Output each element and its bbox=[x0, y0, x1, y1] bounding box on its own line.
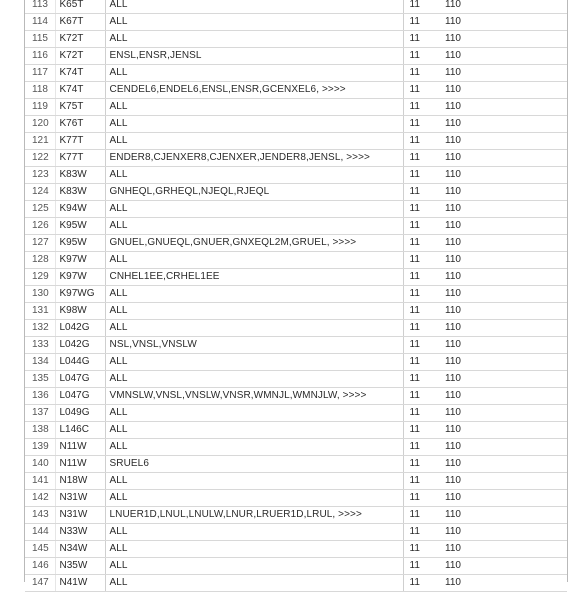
options-cell: LNUER1D,LNUL,LNULW,LNUR,LRUER1D,LRUL, >>>> bbox=[105, 507, 403, 524]
value-b-cell: 110 bbox=[439, 167, 567, 184]
row-number-cell: 130 bbox=[25, 286, 55, 303]
table-row[interactable] bbox=[25, 235, 567, 252]
table-row[interactable] bbox=[25, 575, 567, 592]
value-b-cell: 110 bbox=[439, 65, 567, 82]
value-b-cell: 110 bbox=[439, 303, 567, 320]
options-cell: ALL bbox=[105, 65, 403, 82]
value-b-cell: 110 bbox=[439, 269, 567, 286]
value-b-cell: 110 bbox=[439, 575, 567, 592]
model-cell: K94W bbox=[55, 201, 105, 218]
value-b-cell: 110 bbox=[439, 524, 567, 541]
model-cell: N34W bbox=[55, 541, 105, 558]
value-a-cell: 11 bbox=[403, 456, 439, 473]
table-row[interactable] bbox=[25, 320, 567, 337]
value-b-cell: 110 bbox=[439, 490, 567, 507]
row-number-cell: 114 bbox=[25, 14, 55, 31]
model-cell: K97W bbox=[55, 269, 105, 286]
row-number-cell: 146 bbox=[25, 558, 55, 575]
row-number-cell: 113 bbox=[25, 0, 55, 14]
table-row[interactable] bbox=[25, 269, 567, 286]
model-cell: K77T bbox=[55, 150, 105, 167]
value-b-cell: 110 bbox=[439, 218, 567, 235]
value-b-cell: 110 bbox=[439, 507, 567, 524]
options-cell: ALL bbox=[105, 99, 403, 116]
model-cell: L044G bbox=[55, 354, 105, 371]
table-row[interactable] bbox=[25, 133, 567, 150]
table-row[interactable] bbox=[25, 184, 567, 201]
model-cell: L047G bbox=[55, 371, 105, 388]
row-number-cell: 117 bbox=[25, 65, 55, 82]
row-number-cell: 139 bbox=[25, 439, 55, 456]
value-a-cell: 11 bbox=[403, 524, 439, 541]
value-b-cell: 110 bbox=[439, 473, 567, 490]
model-cell: L047G bbox=[55, 388, 105, 405]
model-cell: K74T bbox=[55, 82, 105, 99]
row-number-cell: 144 bbox=[25, 524, 55, 541]
value-b-cell: 110 bbox=[439, 99, 567, 116]
data-table-panel bbox=[24, 0, 568, 588]
value-b-cell: 110 bbox=[439, 184, 567, 201]
value-a-cell: 11 bbox=[403, 31, 439, 48]
options-cell: GNHEQL,GRHEQL,NJEQL,RJEQL bbox=[105, 184, 403, 201]
table-row[interactable] bbox=[25, 201, 567, 218]
value-b-cell: 110 bbox=[439, 252, 567, 269]
row-number-cell: 127 bbox=[25, 235, 55, 252]
value-a-cell: 11 bbox=[403, 575, 439, 592]
row-number-cell: 119 bbox=[25, 99, 55, 116]
value-b-cell: 110 bbox=[439, 320, 567, 337]
value-b-cell: 110 bbox=[439, 235, 567, 252]
options-cell: ALL bbox=[105, 320, 403, 337]
model-cell: K98W bbox=[55, 303, 105, 320]
row-number-cell: 128 bbox=[25, 252, 55, 269]
options-cell: CNHEL1EE,CRHEL1EE bbox=[105, 269, 403, 286]
value-a-cell: 11 bbox=[403, 82, 439, 99]
model-cell: N31W bbox=[55, 490, 105, 507]
row-number-cell: 125 bbox=[25, 201, 55, 218]
options-cell: ALL bbox=[105, 167, 403, 184]
options-cell: ALL bbox=[105, 541, 403, 558]
value-a-cell: 11 bbox=[403, 167, 439, 184]
options-cell: ENDER8,CJENXER8,CJENXER,JENDER8,JENSL, >>>> bbox=[105, 150, 403, 167]
value-a-cell: 11 bbox=[403, 337, 439, 354]
model-cell: K97WG bbox=[55, 286, 105, 303]
model-cell: K76T bbox=[55, 116, 105, 133]
value-a-cell: 11 bbox=[403, 286, 439, 303]
table-row[interactable] bbox=[25, 48, 567, 65]
options-cell: ALL bbox=[105, 14, 403, 31]
value-b-cell: 110 bbox=[439, 14, 567, 31]
table-row[interactable] bbox=[25, 524, 567, 541]
options-cell: ALL bbox=[105, 575, 403, 592]
row-number-cell: 124 bbox=[25, 184, 55, 201]
options-cell: ALL bbox=[105, 116, 403, 133]
row-number-cell: 147 bbox=[25, 575, 55, 592]
value-a-cell: 11 bbox=[403, 48, 439, 65]
options-cell: ALL bbox=[105, 133, 403, 150]
value-b-cell: 110 bbox=[439, 31, 567, 48]
table-row[interactable] bbox=[25, 218, 567, 235]
options-cell: ALL bbox=[105, 201, 403, 218]
model-cell: L146C bbox=[55, 422, 105, 439]
value-a-cell: 11 bbox=[403, 252, 439, 269]
table-row[interactable] bbox=[25, 116, 567, 133]
options-cell: ALL bbox=[105, 354, 403, 371]
row-number-cell: 137 bbox=[25, 405, 55, 422]
table-row[interactable] bbox=[25, 286, 567, 303]
table-row[interactable] bbox=[25, 82, 567, 99]
value-a-cell: 11 bbox=[403, 473, 439, 490]
options-cell: GNUEL,GNUEQL,GNUER,GNXEQL2M,GRUEL, >>>> bbox=[105, 235, 403, 252]
row-number-cell: 132 bbox=[25, 320, 55, 337]
options-cell: ALL bbox=[105, 0, 403, 14]
value-a-cell: 11 bbox=[403, 184, 439, 201]
row-number-cell: 120 bbox=[25, 116, 55, 133]
value-b-cell: 110 bbox=[439, 354, 567, 371]
model-cell: K97W bbox=[55, 252, 105, 269]
value-a-cell: 11 bbox=[403, 371, 439, 388]
row-number-cell: 131 bbox=[25, 303, 55, 320]
value-a-cell: 11 bbox=[403, 235, 439, 252]
model-cell: N33W bbox=[55, 524, 105, 541]
options-cell: ALL bbox=[105, 473, 403, 490]
options-cell: ALL bbox=[105, 31, 403, 48]
options-cell: ALL bbox=[105, 490, 403, 507]
table-row[interactable] bbox=[25, 371, 567, 388]
table-row[interactable] bbox=[25, 405, 567, 422]
table-row[interactable] bbox=[25, 14, 567, 31]
table-row[interactable] bbox=[25, 303, 567, 320]
model-cell: K95W bbox=[55, 235, 105, 252]
value-b-cell: 110 bbox=[439, 541, 567, 558]
model-cell: K83W bbox=[55, 184, 105, 201]
row-number-cell: 141 bbox=[25, 473, 55, 490]
value-a-cell: 11 bbox=[403, 133, 439, 150]
model-cell: N11W bbox=[55, 439, 105, 456]
value-b-cell: 110 bbox=[439, 286, 567, 303]
model-cell: K67T bbox=[55, 14, 105, 31]
options-cell: VMNSLW,VNSL,VNSLW,VNSR,WMNJL,WMNJLW, >>>> bbox=[105, 388, 403, 405]
model-cell: L042G bbox=[55, 320, 105, 337]
table-row[interactable] bbox=[25, 541, 567, 558]
row-number-cell: 115 bbox=[25, 31, 55, 48]
row-number-cell: 138 bbox=[25, 422, 55, 439]
options-cell: ALL bbox=[105, 439, 403, 456]
value-a-cell: 11 bbox=[403, 354, 439, 371]
table-row[interactable] bbox=[25, 337, 567, 354]
model-cell: L042G bbox=[55, 337, 105, 354]
value-a-cell: 11 bbox=[403, 490, 439, 507]
model-cell: K95W bbox=[55, 218, 105, 235]
options-cell: CENDEL6,ENDEL6,ENSL,ENSR,GCENXEL6, >>>> bbox=[105, 82, 403, 99]
value-a-cell: 11 bbox=[403, 507, 439, 524]
value-a-cell: 11 bbox=[403, 0, 439, 14]
row-number-cell: 116 bbox=[25, 48, 55, 65]
row-number-cell: 135 bbox=[25, 371, 55, 388]
table-row[interactable] bbox=[25, 150, 567, 167]
table-row[interactable] bbox=[25, 422, 567, 439]
model-cell: N11W bbox=[55, 456, 105, 473]
options-cell: ALL bbox=[105, 405, 403, 422]
value-b-cell: 110 bbox=[439, 0, 567, 14]
options-cell: SRUEL6 bbox=[105, 456, 403, 473]
value-b-cell: 110 bbox=[439, 558, 567, 575]
data-table bbox=[25, 0, 567, 592]
value-a-cell: 11 bbox=[403, 320, 439, 337]
row-number-cell: 118 bbox=[25, 82, 55, 99]
value-a-cell: 11 bbox=[403, 116, 439, 133]
row-number-cell: 121 bbox=[25, 133, 55, 150]
table-row[interactable] bbox=[25, 167, 567, 184]
table-row[interactable] bbox=[25, 99, 567, 116]
table-row[interactable] bbox=[25, 65, 567, 82]
options-cell: ALL bbox=[105, 558, 403, 575]
value-a-cell: 11 bbox=[403, 150, 439, 167]
value-b-cell: 110 bbox=[439, 116, 567, 133]
value-a-cell: 11 bbox=[403, 422, 439, 439]
table-row[interactable] bbox=[25, 252, 567, 269]
model-cell: K83W bbox=[55, 167, 105, 184]
value-b-cell: 110 bbox=[439, 456, 567, 473]
row-number-cell: 142 bbox=[25, 490, 55, 507]
row-number-cell: 122 bbox=[25, 150, 55, 167]
table-body bbox=[25, 0, 567, 592]
row-number-cell: 143 bbox=[25, 507, 55, 524]
value-b-cell: 110 bbox=[439, 82, 567, 99]
model-cell: K75T bbox=[55, 99, 105, 116]
value-b-cell: 110 bbox=[439, 388, 567, 405]
options-cell: ALL bbox=[105, 252, 403, 269]
table-row[interactable] bbox=[25, 0, 567, 14]
options-cell: ALL bbox=[105, 371, 403, 388]
options-cell: ENSL,ENSR,JENSL bbox=[105, 48, 403, 65]
table-row[interactable] bbox=[25, 354, 567, 371]
value-a-cell: 11 bbox=[403, 14, 439, 31]
value-a-cell: 11 bbox=[403, 405, 439, 422]
value-a-cell: 11 bbox=[403, 218, 439, 235]
table-row[interactable] bbox=[25, 558, 567, 575]
options-cell: ALL bbox=[105, 422, 403, 439]
options-cell: ALL bbox=[105, 218, 403, 235]
value-b-cell: 110 bbox=[439, 405, 567, 422]
model-cell: K72T bbox=[55, 48, 105, 65]
model-cell: K72T bbox=[55, 31, 105, 48]
row-number-cell: 133 bbox=[25, 337, 55, 354]
row-number-cell: 134 bbox=[25, 354, 55, 371]
row-number-cell: 123 bbox=[25, 167, 55, 184]
model-cell: L049G bbox=[55, 405, 105, 422]
model-cell: N18W bbox=[55, 473, 105, 490]
table-row[interactable] bbox=[25, 507, 567, 524]
value-b-cell: 110 bbox=[439, 439, 567, 456]
table-row[interactable] bbox=[25, 439, 567, 456]
value-a-cell: 11 bbox=[403, 65, 439, 82]
model-cell: N31W bbox=[55, 507, 105, 524]
value-a-cell: 11 bbox=[403, 388, 439, 405]
options-cell: ALL bbox=[105, 286, 403, 303]
value-b-cell: 110 bbox=[439, 371, 567, 388]
options-cell: NSL,VNSL,VNSLW bbox=[105, 337, 403, 354]
value-a-cell: 11 bbox=[403, 439, 439, 456]
model-cell: K77T bbox=[55, 133, 105, 150]
row-number-cell: 129 bbox=[25, 269, 55, 286]
table-row[interactable] bbox=[25, 388, 567, 405]
row-number-cell: 126 bbox=[25, 218, 55, 235]
value-b-cell: 110 bbox=[439, 48, 567, 65]
value-a-cell: 11 bbox=[403, 201, 439, 218]
model-cell: N41W bbox=[55, 575, 105, 592]
model-cell: K74T bbox=[55, 65, 105, 82]
row-number-cell: 140 bbox=[25, 456, 55, 473]
row-number-cell: 145 bbox=[25, 541, 55, 558]
value-b-cell: 110 bbox=[439, 201, 567, 218]
value-a-cell: 11 bbox=[403, 269, 439, 286]
options-cell: ALL bbox=[105, 524, 403, 541]
value-a-cell: 11 bbox=[403, 558, 439, 575]
value-b-cell: 110 bbox=[439, 150, 567, 167]
model-cell: K65T bbox=[55, 0, 105, 14]
value-a-cell: 11 bbox=[403, 303, 439, 320]
value-b-cell: 110 bbox=[439, 422, 567, 439]
value-b-cell: 110 bbox=[439, 337, 567, 354]
table-row[interactable] bbox=[25, 31, 567, 48]
table-row[interactable] bbox=[25, 456, 567, 473]
value-a-cell: 11 bbox=[403, 541, 439, 558]
value-a-cell: 11 bbox=[403, 99, 439, 116]
table-row[interactable] bbox=[25, 490, 567, 507]
row-number-cell: 136 bbox=[25, 388, 55, 405]
options-cell: ALL bbox=[105, 303, 403, 320]
model-cell: N35W bbox=[55, 558, 105, 575]
value-b-cell: 110 bbox=[439, 133, 567, 150]
table-row[interactable] bbox=[25, 473, 567, 490]
